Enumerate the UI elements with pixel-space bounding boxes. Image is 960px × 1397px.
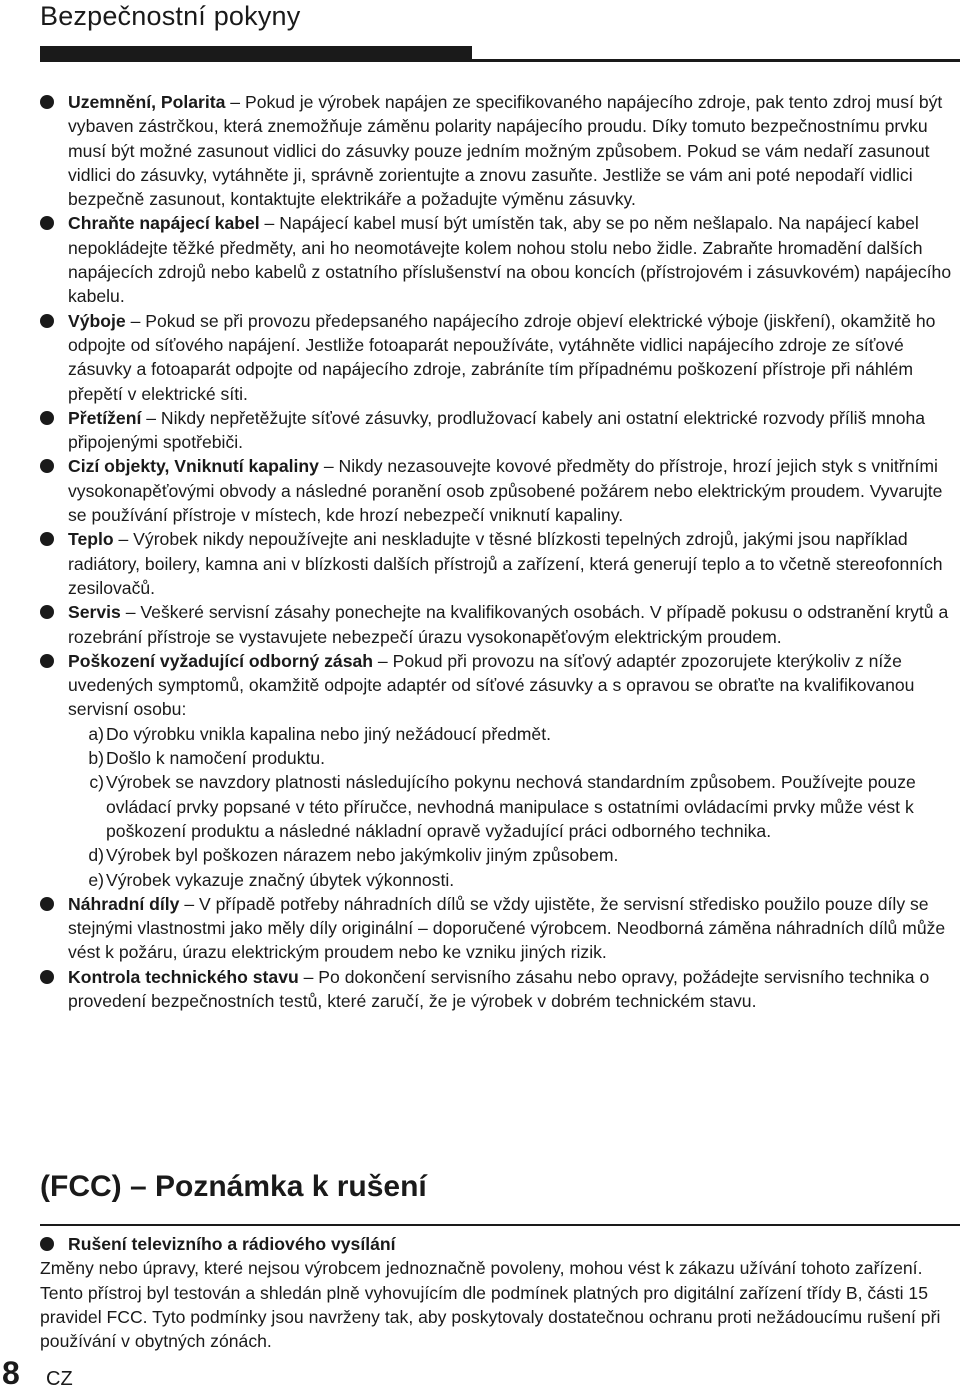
- sublist-text: Výrobek byl poškozen nárazem nebo jakýmkoliv jiným způsobem.: [106, 845, 619, 866]
- item-title: Servis: [68, 602, 121, 623]
- item-text: – Napájecí kabel musí být umístěn tak, aby se po něm nešlapalo. Na napájecí kabel nepokládejte těžké předměty, ani ho neomotávejte kolem nohou stolu nebo židle. Zabraňte hromadění dalších napájecích zdrojů nebo kabelů z ostatního příslušenství na obou koncích (přístrojovém i zásuvkovém) napájecího kabelu.: [68, 213, 952, 307]
- symptom-sublist: [40, 722, 955, 892]
- bullet-icon: [40, 314, 54, 328]
- sublist-label: d): [88, 845, 104, 866]
- list-item: [40, 600, 955, 649]
- bullet-icon: [40, 95, 54, 109]
- item-text: – Pokud se při provozu předepsaného napájecího zdroje objeví elektrické výboje (jiskření), okamžitě ho odpojte od síťového napájení. Jestliže fotoaparát nepoužíváte, vytáhněte vidlici napájecího zdroje ze síťové zásuvky a fotoaparát odpojte od napájecího zdroje, zabráníte tím případnému poškození přístroje při náhlém přepětí v elektrické síti.: [68, 310, 936, 404]
- language-code: CZ: [46, 1368, 73, 1390]
- fcc-item-title: Rušení televizního a rádiového vysílání: [68, 1234, 396, 1254]
- list-item: [40, 527, 955, 600]
- bullet-icon: [40, 411, 54, 425]
- sublist-text: Výrobek se navzdory platnosti následujícího pokynu nechová standardním způsobem. Používejte pouze ovládací prvky popsané v této příručce, nevhodná manipulace s ostatními ovládacími prvky může vést k poškození produktu a následné nákladní opravě vyžadující práci odborného technika.: [106, 772, 916, 841]
- list-item: [40, 406, 955, 455]
- fcc-heading: (FCC) – Poznámka k rušení: [40, 1170, 427, 1203]
- sublist-item: [40, 770, 955, 843]
- sublist-label: e): [88, 869, 104, 890]
- list-item: [40, 649, 955, 722]
- item-title: Chraňte napájecí kabel: [68, 213, 260, 234]
- sublist-text: Do výrobku vnikla kapalina nebo jiný nežádoucí předmět.: [106, 723, 551, 744]
- list-item: [40, 454, 955, 527]
- item-title: Přetížení: [68, 407, 142, 428]
- sublist-item: [40, 843, 955, 867]
- sublist-label: a): [88, 723, 104, 744]
- sublist-item: [40, 746, 955, 770]
- page-title: Bezpečnostní pokyny: [40, 1, 301, 31]
- list-item: [40, 1232, 955, 1256]
- list-item: [40, 90, 955, 211]
- list-item: [40, 309, 955, 406]
- bullet-icon: [40, 216, 54, 230]
- fcc-section: [40, 1232, 955, 1353]
- item-text: – Výrobek nikdy nepoužívejte ani neskladujte v těsné blízkosti tepelných zdrojů, jakými jsou například radiátory, boilery, kamna ani v blízkosti dalších přístrojů a zařízení, která generují teplo a to včetně stereofonních zesilovačů.: [68, 529, 943, 598]
- title-rule: [40, 46, 472, 62]
- sublist-text: Došlo k namočení produktu.: [106, 748, 326, 769]
- bullet-icon: [40, 459, 54, 473]
- list-item: [40, 211, 955, 308]
- item-title: Výboje: [68, 310, 126, 331]
- item-text: – Pokud je výrobek napájen ze specifikovaného napájecího zdroje, pak tento zdroj musí být vybaven zástrčkou, která znemožňuje záměnu polarity napájecího proudu. Díky tomuto bezpečnostnímu prvku musí být možné zasunout vidlici do zásuvky pouze jedním možným způsobem. Pokud se vám nedaří zasunout vidlici do zásuvky, vytáhněte ji, správně zorientujte a znovu zasuňte. Jestliže se vám ani poté nepodaří vidlici bezpečně zasunout, kontaktujte elektrikáře a požadujte výměnu zásuvky.: [68, 92, 943, 210]
- fcc-body-text: Změny nebo úpravy, které nejsou výrobcem jednoznačně povoleny, mohou vést k zákazu užívání tohoto zařízení. Tento přístroj byl testován a shledán plně vyhovujícím dle podmínek platných pro digitální zařízení třídy B, části 15 pravidel FCC. Tyto podmínky jsou navrženy tak, aby poskytovaly dostatečnou ochranu proti nežádoucímu rušení při používání v obytných zónách.: [40, 1258, 941, 1352]
- item-title: Cizí objekty, Vniknutí kapaliny: [68, 456, 319, 477]
- item-title: Poškození vyžadující odborný zásah: [68, 650, 374, 671]
- title-rule-thin: [472, 59, 960, 62]
- list-item: [40, 892, 955, 965]
- item-title: Uzemnění, Polarita: [68, 92, 226, 112]
- item-text: – Po dokončení servisního zásahu nebo opravy, požádejte servisního technika o provedení bezpečnostních testů, které zaručí, že je výrobek v dobrém technickém stavu.: [68, 966, 930, 1011]
- bullet-icon: [40, 605, 54, 619]
- item-text: – Nikdy nezasouvejte kovové předměty do přístroje, hrozí jejich styk s vnitřními vysokonapěťovými obvody a následné poranění osob způsobené požárem nebo elektrickým proudem. Vyvarujte se používání přístroje v místech, kde hrozí nebezpečí vniknutí kapaliny.: [68, 456, 943, 526]
- item-text: – Nikdy nepřetěžujte síťové zásuvky, prodlužovací kabely ani ostatní elektrické rozvody příliš mnoha připojenými spotřebiči.: [68, 407, 926, 453]
- sublist-label: c): [89, 772, 104, 793]
- bullet-icon: [40, 1237, 54, 1251]
- sublist-item: [40, 868, 955, 892]
- bullet-icon: [40, 897, 54, 911]
- item-text: – Veškeré servisní zásahy ponechejte na kvalifikovaných osobách. V případě pokusu o odstranění krytů a rozebrání přístroje se vystavujete nebezpečí úrazu vysokonapěťovým elektrickým proudem.: [68, 602, 949, 647]
- page-number: 8: [2, 1355, 20, 1391]
- item-title: Náhradní díly: [68, 893, 180, 914]
- list-item: [40, 965, 955, 1014]
- bullet-icon: [40, 654, 54, 668]
- section-rule: [40, 1224, 960, 1226]
- sublist-item: [40, 722, 955, 746]
- bullet-icon: [40, 970, 54, 984]
- item-title: Teplo: [68, 529, 114, 550]
- safety-instructions-list: [40, 90, 955, 1013]
- item-title: Kontrola technického stavu: [68, 966, 299, 987]
- sublist-label: b): [88, 748, 104, 769]
- item-text: – V případě potřeby náhradních dílů se vždy ujistěte, že servisní středisko použilo pouze díly se stejnými vlastnostmi jako měly díly originální – doporučené výrobcem. Neodborná záměna náhradních dílů může vést k požáru, úrazu elektrickým proudem nebo ke vzniku jiných rizik.: [68, 893, 946, 963]
- bullet-icon: [40, 532, 54, 546]
- item-text: – Pokud při provozu na síťový adaptér zpozorujete kterýkoliv z níže uvedených symptomů, okamžitě odpojte adaptér od síťové zásuvky a s opravou se obraťte na kvalifikovanou servisní osobu:: [68, 650, 915, 720]
- sublist-text: Výrobek vykazuje značný úbytek výkonnosti.: [106, 869, 455, 890]
